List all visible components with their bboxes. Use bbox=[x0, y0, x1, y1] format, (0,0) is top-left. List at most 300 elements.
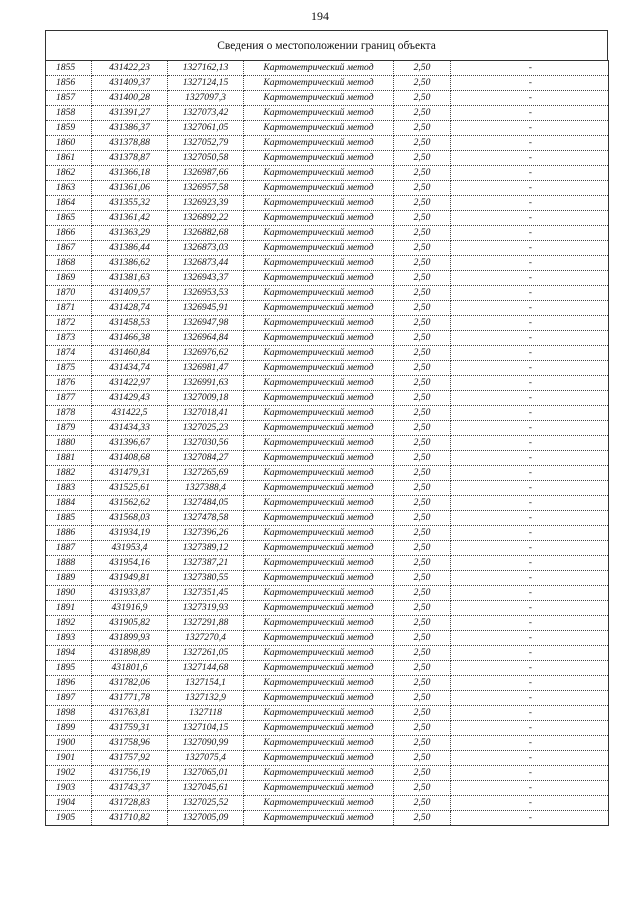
cell-method: Картометрический метод bbox=[244, 391, 394, 406]
cell-point-number: 1891 bbox=[46, 601, 92, 616]
cell-point-number: 1896 bbox=[46, 676, 92, 691]
cell-coord-y: 1327387,21 bbox=[168, 556, 244, 571]
cell-coord-y: 1326873,44 bbox=[168, 256, 244, 271]
cell-method: Картометрический метод bbox=[244, 271, 394, 286]
cell-coord-y: 1327478,58 bbox=[168, 511, 244, 526]
cell-accuracy: 2,50 bbox=[394, 466, 451, 481]
cell-method: Картометрический метод bbox=[244, 436, 394, 451]
cell-accuracy: 2,50 bbox=[394, 571, 451, 586]
cell-description: - bbox=[451, 646, 609, 661]
cell-coord-x: 431763,81 bbox=[92, 706, 168, 721]
cell-coord-x: 431757,92 bbox=[92, 751, 168, 766]
cell-accuracy: 2,50 bbox=[394, 481, 451, 496]
table-title: Сведения о местоположении границ объекта bbox=[45, 30, 608, 60]
table-row bbox=[46, 301, 609, 316]
cell-coord-x: 431460,84 bbox=[92, 346, 168, 361]
cell-coord-y: 1327097,3 bbox=[168, 91, 244, 106]
table-row bbox=[46, 796, 609, 811]
table-row bbox=[46, 541, 609, 556]
table-row bbox=[46, 181, 609, 196]
cell-accuracy: 2,50 bbox=[394, 181, 451, 196]
cell-coord-x: 431429,43 bbox=[92, 391, 168, 406]
cell-accuracy: 2,50 bbox=[394, 541, 451, 556]
cell-coord-y: 1327144,68 bbox=[168, 661, 244, 676]
cell-description: - bbox=[451, 571, 609, 586]
cell-coord-x: 431428,74 bbox=[92, 301, 168, 316]
page-number: 194 bbox=[311, 9, 329, 23]
cell-coord-x: 431391,27 bbox=[92, 106, 168, 121]
cell-coord-y: 1327484,05 bbox=[168, 496, 244, 511]
table-row bbox=[46, 661, 609, 676]
cell-method: Картометрический метод bbox=[244, 616, 394, 631]
cell-method: Картометрический метод bbox=[244, 301, 394, 316]
cell-coord-x: 431916,9 bbox=[92, 601, 168, 616]
cell-coord-y: 1327025,23 bbox=[168, 421, 244, 436]
table-row bbox=[46, 691, 609, 706]
cell-coord-y: 1326953,53 bbox=[168, 286, 244, 301]
cell-point-number: 1902 bbox=[46, 766, 92, 781]
cell-accuracy: 2,50 bbox=[394, 421, 451, 436]
cell-point-number: 1856 bbox=[46, 76, 92, 91]
cell-coord-x: 431756,19 bbox=[92, 766, 168, 781]
table-row bbox=[46, 91, 609, 106]
cell-coord-x: 431422,23 bbox=[92, 61, 168, 76]
cell-description: - bbox=[451, 436, 609, 451]
table-row bbox=[46, 496, 609, 511]
cell-description: - bbox=[451, 751, 609, 766]
cell-point-number: 1884 bbox=[46, 496, 92, 511]
cell-coord-y: 1327270,4 bbox=[168, 631, 244, 646]
cell-accuracy: 2,50 bbox=[394, 751, 451, 766]
cell-coord-y: 1326964,84 bbox=[168, 331, 244, 346]
cell-point-number: 1895 bbox=[46, 661, 92, 676]
cell-method: Картометрический метод bbox=[244, 151, 394, 166]
cell-point-number: 1871 bbox=[46, 301, 92, 316]
cell-description: - bbox=[451, 796, 609, 811]
cell-description: - bbox=[451, 121, 609, 136]
cell-method: Картометрический метод bbox=[244, 76, 394, 91]
cell-accuracy: 2,50 bbox=[394, 706, 451, 721]
table-row bbox=[46, 391, 609, 406]
table-row bbox=[46, 586, 609, 601]
cell-coord-x: 431378,88 bbox=[92, 136, 168, 151]
cell-description: - bbox=[451, 781, 609, 796]
cell-point-number: 1897 bbox=[46, 691, 92, 706]
table-row bbox=[46, 196, 609, 211]
cell-point-number: 1888 bbox=[46, 556, 92, 571]
cell-accuracy: 2,50 bbox=[394, 511, 451, 526]
cell-description: - bbox=[451, 301, 609, 316]
cell-accuracy: 2,50 bbox=[394, 766, 451, 781]
table-row bbox=[46, 376, 609, 391]
boundary-points-table bbox=[45, 60, 609, 826]
table-row bbox=[46, 361, 609, 376]
cell-description: - bbox=[451, 481, 609, 496]
cell-description: - bbox=[451, 241, 609, 256]
cell-accuracy: 2,50 bbox=[394, 601, 451, 616]
cell-coord-x: 431386,62 bbox=[92, 256, 168, 271]
cell-coord-x: 431363,29 bbox=[92, 226, 168, 241]
cell-coord-x: 431479,31 bbox=[92, 466, 168, 481]
cell-coord-x: 431743,37 bbox=[92, 781, 168, 796]
cell-point-number: 1878 bbox=[46, 406, 92, 421]
cell-coord-x: 431386,37 bbox=[92, 121, 168, 136]
cell-coord-x: 431905,82 bbox=[92, 616, 168, 631]
cell-accuracy: 2,50 bbox=[394, 256, 451, 271]
cell-coord-x: 431378,87 bbox=[92, 151, 168, 166]
cell-method: Картометрический метод bbox=[244, 406, 394, 421]
cell-description: - bbox=[451, 586, 609, 601]
cell-coord-y: 1327118 bbox=[168, 706, 244, 721]
cell-coord-x: 431422,5 bbox=[92, 406, 168, 421]
table-row bbox=[46, 526, 609, 541]
cell-coord-y: 1327090,99 bbox=[168, 736, 244, 751]
cell-method: Картометрический метод bbox=[244, 481, 394, 496]
cell-accuracy: 2,50 bbox=[394, 136, 451, 151]
cell-accuracy: 2,50 bbox=[394, 316, 451, 331]
cell-method: Картометрический метод bbox=[244, 676, 394, 691]
cell-accuracy: 2,50 bbox=[394, 166, 451, 181]
cell-point-number: 1879 bbox=[46, 421, 92, 436]
cell-description: - bbox=[451, 136, 609, 151]
cell-coord-y: 1327018,41 bbox=[168, 406, 244, 421]
cell-coord-x: 431525,61 bbox=[92, 481, 168, 496]
table-row bbox=[46, 271, 609, 286]
cell-description: - bbox=[451, 331, 609, 346]
table-row bbox=[46, 331, 609, 346]
cell-description: - bbox=[451, 616, 609, 631]
cell-coord-y: 1327154,1 bbox=[168, 676, 244, 691]
cell-accuracy: 2,50 bbox=[394, 301, 451, 316]
cell-method: Картометрический метод bbox=[244, 421, 394, 436]
cell-coord-y: 1326947,98 bbox=[168, 316, 244, 331]
cell-point-number: 1898 bbox=[46, 706, 92, 721]
cell-accuracy: 2,50 bbox=[394, 376, 451, 391]
cell-description: - bbox=[451, 811, 609, 826]
cell-coord-y: 1327084,27 bbox=[168, 451, 244, 466]
cell-accuracy: 2,50 bbox=[394, 616, 451, 631]
table-row bbox=[46, 256, 609, 271]
cell-method: Картометрический метод bbox=[244, 781, 394, 796]
cell-coord-y: 1326976,62 bbox=[168, 346, 244, 361]
cell-point-number: 1865 bbox=[46, 211, 92, 226]
cell-coord-y: 1327075,4 bbox=[168, 751, 244, 766]
boundary-table-sheet bbox=[45, 30, 608, 826]
cell-description: - bbox=[451, 361, 609, 376]
cell-description: - bbox=[451, 631, 609, 646]
cell-accuracy: 2,50 bbox=[394, 241, 451, 256]
cell-description: - bbox=[451, 391, 609, 406]
cell-point-number: 1885 bbox=[46, 511, 92, 526]
cell-coord-x: 431759,31 bbox=[92, 721, 168, 736]
cell-coord-x: 431568,03 bbox=[92, 511, 168, 526]
cell-description: - bbox=[451, 271, 609, 286]
cell-accuracy: 2,50 bbox=[394, 721, 451, 736]
cell-coord-y: 1327132,9 bbox=[168, 691, 244, 706]
cell-coord-y: 1327050,58 bbox=[168, 151, 244, 166]
cell-description: - bbox=[451, 556, 609, 571]
cell-coord-x: 431771,78 bbox=[92, 691, 168, 706]
cell-accuracy: 2,50 bbox=[394, 451, 451, 466]
cell-method: Картометрический метод bbox=[244, 331, 394, 346]
cell-description: - bbox=[451, 661, 609, 676]
cell-coord-x: 431400,28 bbox=[92, 91, 168, 106]
cell-point-number: 1901 bbox=[46, 751, 92, 766]
cell-accuracy: 2,50 bbox=[394, 496, 451, 511]
cell-accuracy: 2,50 bbox=[394, 736, 451, 751]
cell-point-number: 1889 bbox=[46, 571, 92, 586]
table-row bbox=[46, 481, 609, 496]
cell-point-number: 1876 bbox=[46, 376, 92, 391]
cell-accuracy: 2,50 bbox=[394, 331, 451, 346]
cell-description: - bbox=[451, 736, 609, 751]
cell-method: Картометрический метод bbox=[244, 121, 394, 136]
cell-description: - bbox=[451, 196, 609, 211]
cell-point-number: 1904 bbox=[46, 796, 92, 811]
cell-description: - bbox=[451, 526, 609, 541]
cell-point-number: 1855 bbox=[46, 61, 92, 76]
cell-accuracy: 2,50 bbox=[394, 106, 451, 121]
cell-coord-x: 431934,19 bbox=[92, 526, 168, 541]
table-row bbox=[46, 781, 609, 796]
cell-point-number: 1862 bbox=[46, 166, 92, 181]
cell-coord-x: 431409,37 bbox=[92, 76, 168, 91]
cell-accuracy: 2,50 bbox=[394, 61, 451, 76]
cell-coord-x: 431355,32 bbox=[92, 196, 168, 211]
cell-coord-y: 1326987,66 bbox=[168, 166, 244, 181]
table-row bbox=[46, 811, 609, 826]
cell-method: Картометрический метод bbox=[244, 256, 394, 271]
cell-accuracy: 2,50 bbox=[394, 151, 451, 166]
cell-accuracy: 2,50 bbox=[394, 391, 451, 406]
cell-accuracy: 2,50 bbox=[394, 271, 451, 286]
cell-accuracy: 2,50 bbox=[394, 211, 451, 226]
cell-point-number: 1883 bbox=[46, 481, 92, 496]
cell-coord-y: 1326943,37 bbox=[168, 271, 244, 286]
cell-description: - bbox=[451, 601, 609, 616]
cell-method: Картометрический метод bbox=[244, 751, 394, 766]
cell-description: - bbox=[451, 421, 609, 436]
cell-coord-y: 1327030,56 bbox=[168, 436, 244, 451]
cell-accuracy: 2,50 bbox=[394, 406, 451, 421]
cell-accuracy: 2,50 bbox=[394, 781, 451, 796]
table-row bbox=[46, 706, 609, 721]
cell-accuracy: 2,50 bbox=[394, 646, 451, 661]
cell-description: - bbox=[451, 496, 609, 511]
cell-coord-x: 431361,06 bbox=[92, 181, 168, 196]
cell-coord-y: 1326957,58 bbox=[168, 181, 244, 196]
cell-point-number: 1899 bbox=[46, 721, 92, 736]
cell-coord-y: 1327009,18 bbox=[168, 391, 244, 406]
cell-description: - bbox=[451, 211, 609, 226]
cell-method: Картометрический метод bbox=[244, 376, 394, 391]
cell-coord-x: 431758,96 bbox=[92, 736, 168, 751]
table-row bbox=[46, 571, 609, 586]
cell-coord-y: 1327005,09 bbox=[168, 811, 244, 826]
cell-description: - bbox=[451, 316, 609, 331]
cell-coord-y: 1327265,69 bbox=[168, 466, 244, 481]
table-row bbox=[46, 616, 609, 631]
table-row bbox=[46, 721, 609, 736]
cell-coord-x: 431381,63 bbox=[92, 271, 168, 286]
table-row bbox=[46, 226, 609, 241]
cell-description: - bbox=[451, 691, 609, 706]
table-row bbox=[46, 766, 609, 781]
table-row bbox=[46, 346, 609, 361]
cell-accuracy: 2,50 bbox=[394, 196, 451, 211]
cell-coord-y: 1327124,15 bbox=[168, 76, 244, 91]
cell-method: Картометрический метод bbox=[244, 556, 394, 571]
cell-method: Картометрический метод bbox=[244, 661, 394, 676]
cell-method: Картометрический метод bbox=[244, 451, 394, 466]
cell-method: Картометрический метод bbox=[244, 61, 394, 76]
cell-accuracy: 2,50 bbox=[394, 121, 451, 136]
cell-description: - bbox=[451, 76, 609, 91]
cell-point-number: 1873 bbox=[46, 331, 92, 346]
table-row bbox=[46, 286, 609, 301]
cell-coord-x: 431562,62 bbox=[92, 496, 168, 511]
cell-method: Картометрический метод bbox=[244, 541, 394, 556]
cell-method: Картометрический метод bbox=[244, 346, 394, 361]
cell-description: - bbox=[451, 406, 609, 421]
table-row bbox=[46, 61, 609, 76]
cell-coord-y: 1326923,39 bbox=[168, 196, 244, 211]
cell-point-number: 1905 bbox=[46, 811, 92, 826]
cell-point-number: 1887 bbox=[46, 541, 92, 556]
cell-coord-y: 1327162,13 bbox=[168, 61, 244, 76]
cell-coord-x: 431953,4 bbox=[92, 541, 168, 556]
cell-point-number: 1857 bbox=[46, 91, 92, 106]
table-row bbox=[46, 106, 609, 121]
table-row bbox=[46, 406, 609, 421]
cell-point-number: 1858 bbox=[46, 106, 92, 121]
cell-coord-y: 1326873,03 bbox=[168, 241, 244, 256]
cell-coord-y: 1326882,68 bbox=[168, 226, 244, 241]
cell-method: Картометрический метод bbox=[244, 196, 394, 211]
table-row bbox=[46, 151, 609, 166]
cell-method: Картометрический метод bbox=[244, 571, 394, 586]
cell-accuracy: 2,50 bbox=[394, 586, 451, 601]
cell-method: Картометрический метод bbox=[244, 526, 394, 541]
cell-point-number: 1882 bbox=[46, 466, 92, 481]
cell-point-number: 1863 bbox=[46, 181, 92, 196]
cell-coord-y: 1326981,47 bbox=[168, 361, 244, 376]
cell-coord-y: 1327052,79 bbox=[168, 136, 244, 151]
cell-point-number: 1872 bbox=[46, 316, 92, 331]
cell-accuracy: 2,50 bbox=[394, 676, 451, 691]
cell-point-number: 1875 bbox=[46, 361, 92, 376]
cell-description: - bbox=[451, 721, 609, 736]
cell-description: - bbox=[451, 61, 609, 76]
cell-description: - bbox=[451, 151, 609, 166]
cell-coord-x: 431408,68 bbox=[92, 451, 168, 466]
table-row bbox=[46, 211, 609, 226]
cell-point-number: 1868 bbox=[46, 256, 92, 271]
cell-point-number: 1866 bbox=[46, 226, 92, 241]
table-row bbox=[46, 241, 609, 256]
cell-accuracy: 2,50 bbox=[394, 91, 451, 106]
cell-point-number: 1881 bbox=[46, 451, 92, 466]
cell-method: Картометрический метод bbox=[244, 631, 394, 646]
cell-method: Картометрический метод bbox=[244, 796, 394, 811]
cell-coord-y: 1326892,22 bbox=[168, 211, 244, 226]
table-row bbox=[46, 136, 609, 151]
table-row bbox=[46, 631, 609, 646]
cell-method: Картометрический метод bbox=[244, 496, 394, 511]
cell-coord-x: 431899,93 bbox=[92, 631, 168, 646]
cell-coord-y: 1327045,61 bbox=[168, 781, 244, 796]
cell-coord-x: 431949,81 bbox=[92, 571, 168, 586]
table-row bbox=[46, 556, 609, 571]
cell-point-number: 1874 bbox=[46, 346, 92, 361]
cell-accuracy: 2,50 bbox=[394, 436, 451, 451]
cell-description: - bbox=[451, 676, 609, 691]
cell-accuracy: 2,50 bbox=[394, 556, 451, 571]
cell-accuracy: 2,50 bbox=[394, 286, 451, 301]
cell-method: Картометрический метод bbox=[244, 646, 394, 661]
cell-method: Картометрический метод bbox=[244, 706, 394, 721]
cell-point-number: 1890 bbox=[46, 586, 92, 601]
cell-coord-x: 431434,33 bbox=[92, 421, 168, 436]
cell-accuracy: 2,50 bbox=[394, 661, 451, 676]
table-row bbox=[46, 646, 609, 661]
cell-point-number: 1903 bbox=[46, 781, 92, 796]
cell-accuracy: 2,50 bbox=[394, 361, 451, 376]
table-row bbox=[46, 601, 609, 616]
cell-description: - bbox=[451, 766, 609, 781]
cell-coord-y: 1327065,01 bbox=[168, 766, 244, 781]
table-row bbox=[46, 511, 609, 526]
table-row bbox=[46, 736, 609, 751]
cell-description: - bbox=[451, 541, 609, 556]
cell-coord-x: 431728,83 bbox=[92, 796, 168, 811]
cell-coord-y: 1327291,88 bbox=[168, 616, 244, 631]
cell-coord-x: 431409,57 bbox=[92, 286, 168, 301]
cell-coord-y: 1327396,26 bbox=[168, 526, 244, 541]
cell-coord-y: 1327061,05 bbox=[168, 121, 244, 136]
cell-accuracy: 2,50 bbox=[394, 796, 451, 811]
cell-accuracy: 2,50 bbox=[394, 811, 451, 826]
cell-point-number: 1892 bbox=[46, 616, 92, 631]
cell-description: - bbox=[451, 451, 609, 466]
table-row bbox=[46, 421, 609, 436]
cell-method: Картометрический метод bbox=[244, 91, 394, 106]
cell-coord-y: 1327319,93 bbox=[168, 601, 244, 616]
cell-method: Картометрический метод bbox=[244, 211, 394, 226]
cell-accuracy: 2,50 bbox=[394, 526, 451, 541]
table-row bbox=[46, 466, 609, 481]
cell-point-number: 1894 bbox=[46, 646, 92, 661]
cell-coord-y: 1327389,12 bbox=[168, 541, 244, 556]
table-row bbox=[46, 316, 609, 331]
cell-point-number: 1869 bbox=[46, 271, 92, 286]
cell-coord-y: 1326945,91 bbox=[168, 301, 244, 316]
cell-point-number: 1870 bbox=[46, 286, 92, 301]
cell-description: - bbox=[451, 226, 609, 241]
cell-method: Картометрический метод bbox=[244, 286, 394, 301]
cell-point-number: 1864 bbox=[46, 196, 92, 211]
cell-coord-y: 1327380,55 bbox=[168, 571, 244, 586]
cell-method: Картометрический метод bbox=[244, 736, 394, 751]
cell-point-number: 1861 bbox=[46, 151, 92, 166]
cell-coord-y: 1327351,45 bbox=[168, 586, 244, 601]
cell-method: Картометрический метод bbox=[244, 361, 394, 376]
cell-method: Картометрический метод bbox=[244, 721, 394, 736]
cell-accuracy: 2,50 bbox=[394, 631, 451, 646]
cell-method: Картометрический метод bbox=[244, 511, 394, 526]
cell-method: Картометрический метод bbox=[244, 106, 394, 121]
cell-coord-x: 431782,06 bbox=[92, 676, 168, 691]
